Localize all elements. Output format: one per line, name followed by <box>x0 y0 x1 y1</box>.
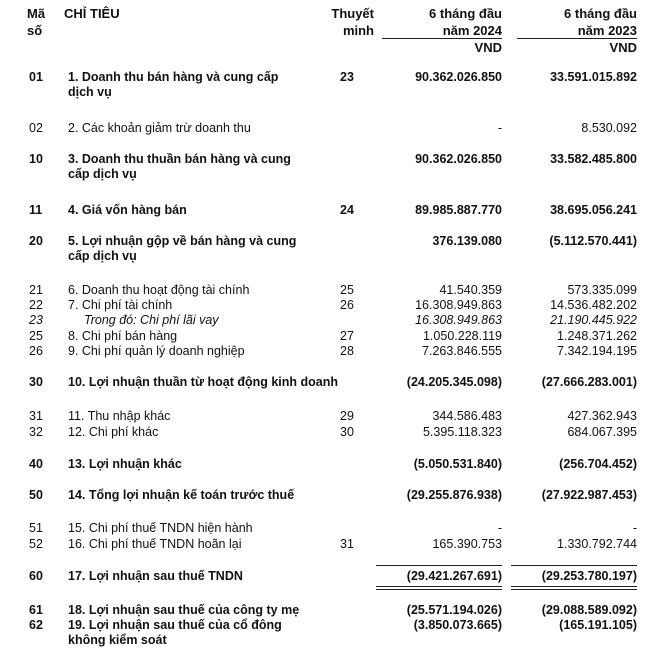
header-col1-rule <box>382 38 502 39</box>
row-value-2023: 38.695.056.241 <box>550 203 637 217</box>
row-value-2023: 8.530.092 <box>581 121 637 135</box>
subtotal-rule-2023 <box>511 565 637 566</box>
row-code: 50 <box>29 488 43 502</box>
row-value-2023: 427.362.943 <box>567 409 637 423</box>
row-value-2024: (3.850.073.665) <box>413 618 502 632</box>
row-value-2023: 21.190.445.922 <box>550 313 637 327</box>
row-value-2024: (25.571.194.026) <box>406 603 502 617</box>
row-value-2024: (29.255.876.938) <box>406 488 502 502</box>
header-col1 <box>362 5 502 56</box>
row-value-2023: (29.088.589.092) <box>541 603 637 617</box>
row-value-2024: 90.362.026.850 <box>415 152 502 166</box>
row-value-2024: - <box>497 121 502 135</box>
row-note: 24 <box>340 203 354 217</box>
row-code: 40 <box>29 457 43 471</box>
row-value-2023: 7.342.194.195 <box>557 344 637 358</box>
total-rule-2023-b <box>511 589 637 590</box>
row-label: 7. Chi phí tài chính <box>68 298 173 312</box>
row-value-2024: - <box>497 521 502 535</box>
row-value-2024: 5.395.118.323 <box>422 425 502 439</box>
row-value-2023: 14.536.482.202 <box>550 298 637 312</box>
row-value-2023: 1.248.371.262 <box>557 329 637 343</box>
row-value-2024: (29.421.267.691) <box>406 569 502 583</box>
row-code: 26 <box>29 344 43 358</box>
row-code: 23 <box>29 313 43 327</box>
row-value-2023: (27.666.283.001) <box>541 375 637 389</box>
header-col1-unit: VND <box>474 40 502 55</box>
header-col2-rule <box>517 38 637 39</box>
row-value-2024: 89.985.887.770 <box>415 203 502 217</box>
row-note: 23 <box>340 70 354 84</box>
header-col2-line2: năm 2023 <box>577 23 637 38</box>
row-value-2024: 41.540.359 <box>439 283 502 297</box>
row-code: 10 <box>29 152 43 166</box>
row-value-2024: 16.308.949.863 <box>415 298 502 312</box>
row-value-2023: 33.582.485.800 <box>550 152 637 166</box>
row-value-2023: (27.922.987.453) <box>541 488 637 502</box>
row-code: 61 <box>29 603 43 617</box>
row-code: 21 <box>29 283 43 297</box>
header-code-line2: số <box>27 23 43 38</box>
row-code: 01 <box>29 70 43 84</box>
row-label: 16. Chi phí thuế TNDN hoãn lại <box>68 537 242 551</box>
header-col2 <box>497 5 637 56</box>
row-note: 29 <box>340 409 354 423</box>
row-label: 18. Lợi nhuận sau thuế của công ty mẹ <box>68 603 300 617</box>
subtotal-rule-2024 <box>376 565 502 566</box>
row-code: 62 <box>29 618 43 632</box>
row-label: 9. Chi phí quản lý doanh nghiệp <box>68 344 245 358</box>
row-label: Trong đó: Chi phí lãi vay <box>84 313 219 327</box>
total-rule-2024-a <box>376 586 502 587</box>
header-note-line1: Thuyết <box>331 6 374 21</box>
row-code: 30 <box>29 375 43 389</box>
row-label: 2. Các khoản giảm trừ doanh thu <box>68 121 251 135</box>
row-label: 15. Chi phí thuế TNDN hiện hành <box>68 521 253 535</box>
row-label: 13. Lợi nhuận khác <box>68 457 182 471</box>
row-value-2023: (29.253.780.197) <box>541 569 637 583</box>
row-value-2023: 684.067.395 <box>567 425 637 439</box>
row-note: 28 <box>340 344 354 358</box>
row-value-2024: 344.586.483 <box>432 409 502 423</box>
row-value-2024: 165.390.753 <box>432 537 502 551</box>
row-note: 25 <box>340 283 354 297</box>
row-note: 26 <box>340 298 354 312</box>
row-value-2023: 33.591.015.892 <box>550 70 637 84</box>
row-code: 20 <box>29 234 43 248</box>
row-note: 27 <box>340 329 354 343</box>
row-value-2023: 1.330.792.744 <box>557 537 637 551</box>
row-note: 31 <box>340 537 354 551</box>
row-code: 02 <box>29 121 43 135</box>
row-note: 30 <box>340 425 354 439</box>
row-code: 51 <box>29 521 43 535</box>
row-value-2023: (5.112.570.441) <box>549 234 637 248</box>
header-col1-line1: 6 tháng đầu <box>429 6 502 21</box>
header-title: CHỈ TIÊU <box>64 6 120 21</box>
row-code: 31 <box>29 409 43 423</box>
row-label: 3. Doanh thu thuần bán hàng và cung cấp dịch vụ <box>68 152 291 181</box>
row-value-2024: 90.362.026.850 <box>415 70 502 84</box>
row-label: 12. Chi phí khác <box>68 425 159 439</box>
row-value-2024: 16.308.949.863 <box>415 313 502 327</box>
row-value-2024: 376.139.080 <box>432 234 502 248</box>
header-code <box>27 5 45 39</box>
header-note-line2: minh <box>342 23 374 38</box>
row-value-2024: (24.205.345.098) <box>406 375 502 389</box>
row-label: 19. Lợi nhuận sau thuế của cổ đông không kiểm soát <box>68 618 282 647</box>
row-label: 8. Chi phí bán hàng <box>68 329 178 343</box>
row-label: 11. Thu nhập khác <box>68 409 171 423</box>
row-code: 11 <box>29 203 43 217</box>
header-code-line1: Mã <box>27 6 46 21</box>
row-label: 14. Tổng lợi nhuận kế toán trước thuế <box>68 488 295 502</box>
row-label: 1. Doanh thu bán hàng và cung cấp dịch vụ <box>68 70 279 99</box>
row-label: 17. Lợi nhuận sau thuế TNDN <box>68 569 243 583</box>
row-value-2024: 7.263.846.555 <box>422 344 502 358</box>
row-value-2024: 1.050.228.119 <box>422 329 502 343</box>
row-code: 22 <box>29 298 43 312</box>
row-label: 6. Doanh thu hoạt động tài chính <box>68 283 250 297</box>
row-value-2023: - <box>632 521 637 535</box>
row-code: 52 <box>29 537 43 551</box>
row-value-2023: (256.704.452) <box>559 457 637 471</box>
row-value-2023: 573.335.099 <box>567 283 637 297</box>
row-code: 60 <box>29 569 43 583</box>
header-col2-unit: VND <box>609 40 637 55</box>
row-value-2024: (5.050.531.840) <box>413 457 502 471</box>
row-value-2023: (165.191.105) <box>559 618 637 632</box>
header-col1-line2: năm 2024 <box>442 23 502 38</box>
total-rule-2024-b <box>376 589 502 590</box>
row-code: 32 <box>29 425 43 439</box>
row-label: 5. Lợi nhuận gộp về bán hàng và cung cấp dịch vụ <box>68 234 297 263</box>
row-code: 25 <box>29 329 43 343</box>
row-label: 10. Lợi nhuận thuần từ hoạt động kinh doanh <box>68 375 339 389</box>
header-col2-line1: 6 tháng đầu <box>564 6 637 21</box>
total-rule-2023-a <box>511 586 637 587</box>
row-label: 4. Giá vốn hàng bán <box>68 203 187 217</box>
